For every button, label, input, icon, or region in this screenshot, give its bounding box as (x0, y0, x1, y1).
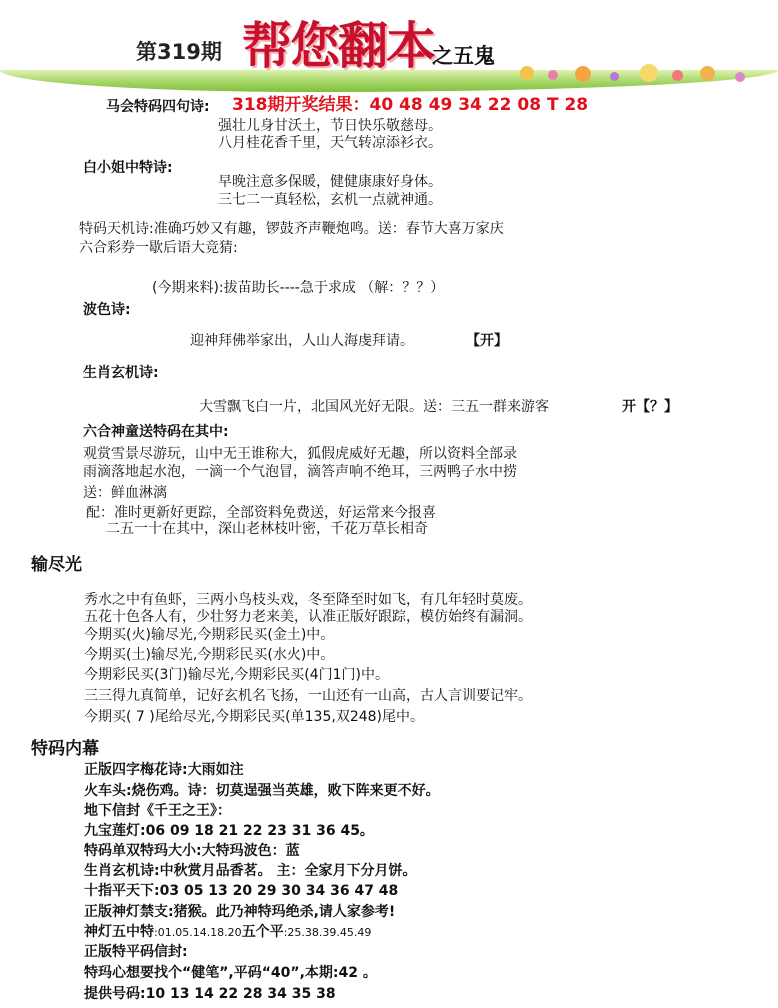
god-send-line: 观赏雪景尽游玩，山中无王谁称大，狐假虎威好无趣，所以资料全部录 (83, 446, 517, 462)
wave-tag: 【开】 (466, 333, 508, 349)
lose-all-line: 今期买(火)输尽光,今期彩民买(金土)中。 (84, 627, 335, 643)
decor-blob (735, 72, 745, 82)
inside-line: 九宝莲灯:06 09 18 21 22 23 31 36 45。 (84, 823, 374, 839)
inside-line: 地下信封《千王之王》： (84, 803, 231, 819)
inside-line: 特码单双特玛大小:大特玛波色：蓝 (84, 843, 300, 859)
decor-blob (672, 70, 683, 81)
draw-result: 318期开奖结果：40 48 49 34 22 08 T 28 (232, 95, 589, 115)
lose-all-line: 秀水之中有鱼虾，三两小鸟枝头戏，冬至降至时如飞，有几年轻时莫废。 (84, 592, 532, 608)
lose-all-line: 今期彩民买(3门)输尽光,今期彩民买(4门1门)中。 (84, 667, 390, 683)
inside-line: 正版神灯禁支:猪猴。此乃神特玛绝杀,请人家参考! (84, 904, 396, 920)
inside-line: 正版四字梅花诗:大雨如注 (84, 762, 244, 778)
inside-line: 生肖玄机诗:中秋赏月品香茗。 主：全家月下分月饼。 (84, 863, 417, 879)
horse-poem-line: 八月桂花香千里，天气转凉添衫衣。 (218, 135, 442, 151)
inside-line: 正版特平码信封: (84, 944, 188, 960)
inside-line: 火车头:烧伤鸡。诗：切莫逞强当英雄，败下阵来更不好。 (84, 783, 440, 799)
miss-white-line: 三七二一真轻松，玄机一点就神通。 (218, 192, 442, 208)
tianji-poem: 特码天机诗:准确巧妙又有趣，锣鼓齐声鞭炮鸣。送：春节大喜万家庆 (79, 221, 504, 237)
wave-label: 波色诗: (83, 302, 131, 318)
god-send-pei: 配：准时更新好更踪，全部资料免费送，好运常来今报喜 (86, 505, 436, 521)
decor-blob (520, 66, 534, 80)
miss-white-label: 白小姐中特诗: (83, 160, 173, 176)
lamp-flat-label: 五个平 (241, 924, 284, 940)
god-send-label: 六合神童送特码在其中: (83, 424, 229, 440)
lose-all-line: 今期买( 7 )尾给尽光,今期彩民买(单135,双248)尾中。 (84, 709, 424, 725)
god-send-pei: 二五一十在其中，深山老林枝叶密，千花万草长相奇 (106, 521, 428, 537)
lamp-five-line (84, 921, 371, 941)
brand-subtitle: 之五鬼 (432, 44, 495, 68)
lose-all-line: 三三得九真简单，记好玄机名飞扬，一山还有一山高，古人言训要记牢。 (84, 688, 532, 704)
brand-title: 帮您翻本 (242, 16, 434, 75)
decor-blob (548, 70, 558, 80)
god-send-line: 雨滴落地起水泡，一滴一个气泡冒，滴答声响不绝耳，三两鸭子水中捞 (83, 464, 517, 480)
decor-blob (700, 66, 715, 81)
god-send-send: 送：鲜血淋漓 (83, 485, 167, 501)
lose-all-line: 今期买(土)输尽光,今期彩民买(水火)中。 (84, 647, 335, 663)
zodiac-label: 生肖玄机诗: (83, 365, 159, 381)
zodiac-line: 大雪飘飞白一片，北国风光好无限。送：三五一群来游客 (199, 399, 549, 415)
inside-title: 特码内幕 (31, 739, 99, 759)
wave-line: 迎神拜佛举家出，人山人海虔拜请。 (190, 333, 414, 349)
lamp-five-nums: :01.05.14.18.20 (154, 926, 242, 939)
issue-number: 第319期 (136, 40, 222, 64)
xiehouyu-line: (今期来料):拔苗助长----急于求成 （解：？？） (152, 280, 445, 296)
zodiac-tag: 开【？】 (622, 399, 678, 415)
decor-blob (575, 66, 591, 82)
miss-white-line: 早晚注意多保暖，健健康康好身体。 (218, 174, 442, 190)
inside-line: 提供号码:10 13 14 22 28 34 35 38 (84, 986, 336, 1002)
lamp-flat-nums: :25.38.39.45.49 (283, 926, 372, 939)
decor-blob (610, 72, 619, 81)
decor-blob (640, 64, 658, 82)
horse-poem-line: 强壮儿身甘沃土，节日快乐敬慈母。 (218, 118, 442, 134)
lamp-five-label: 神灯五中特 (84, 924, 154, 940)
lose-all-line: 五花十色各人有，少壮努力老来美，认准正版好跟踪，模仿始终有漏洞。 (84, 609, 532, 625)
xiehouyu-title: 六合彩券一歇后语大竞猜: (79, 240, 238, 256)
horse-poem-label: 马会特码四句诗: (106, 99, 210, 115)
inside-line: 十指平天下:03 05 13 20 29 30 34 36 47 48 (84, 883, 399, 899)
inside-line: 特玛心想要找个“健笔”,平码“40”,本期:42 。 (84, 965, 377, 981)
lose-all-title: 输尽光 (31, 555, 82, 575)
